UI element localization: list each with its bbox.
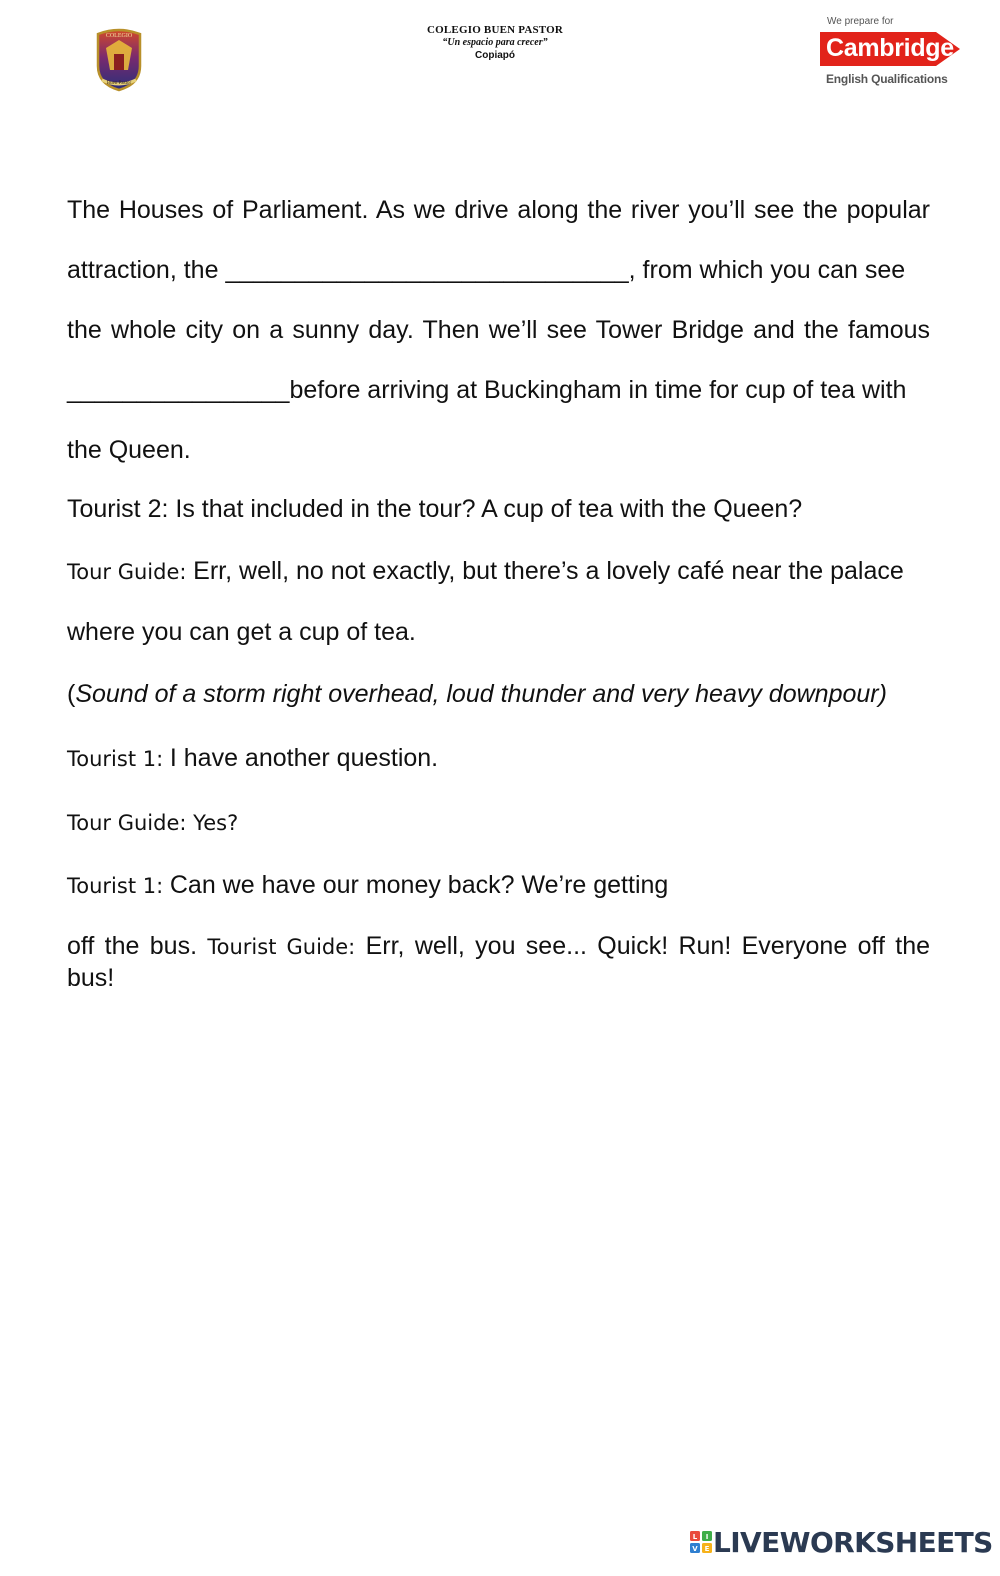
speaker-colon: : xyxy=(156,874,170,898)
dialogue-tourist2 xyxy=(67,494,802,524)
cambridge-subtitle: English Qualifications xyxy=(826,72,948,86)
cambridge-brand: Cambridge xyxy=(826,34,954,62)
speaker-colon: : xyxy=(348,935,356,959)
liveworksheets-grid-icon xyxy=(689,1530,713,1554)
dialogue-text: Yes? xyxy=(193,811,239,835)
passage-text: before arriving at Buckingham in time for cup of tea with xyxy=(289,376,907,404)
blank-landmark-2[interactable]: ________________ xyxy=(67,376,290,404)
dialogue-text: where you can get a cup of tea. xyxy=(67,618,416,646)
dialogue-text: Err, well, you see... Quick! Run! Everyone off the xyxy=(365,932,931,960)
dialogue-final-end xyxy=(67,963,114,993)
speaker-colon: : xyxy=(156,747,170,771)
dialogue-guide-1 xyxy=(67,556,904,587)
passage-line-5 xyxy=(67,435,191,465)
school-crest xyxy=(94,26,144,92)
dialogue-tourist1-2 xyxy=(67,870,668,901)
stage-direction-text: Sound of a storm right overhead, loud thunder and very heavy downpour) xyxy=(75,680,887,708)
passage-line-3 xyxy=(67,315,930,345)
school-name: COLEGIO BUEN PASTOR xyxy=(426,24,564,36)
passage-line-4 xyxy=(67,375,906,405)
dialogue-text: bus! xyxy=(67,964,115,992)
speaker-colon: : xyxy=(179,811,194,835)
dialogue-final xyxy=(67,931,930,962)
dialogue-tourist1-1 xyxy=(67,743,438,774)
dialogue-guide-1b xyxy=(67,617,416,647)
school-motto: “Un espacio para crecer” xyxy=(442,37,548,48)
speaker-label: Tourist 1 xyxy=(67,874,157,898)
liveworksheets-logo[interactable] xyxy=(689,1526,993,1562)
speaker-colon: : xyxy=(179,560,194,584)
passage-text: the whole city on a sunny day. Then we’ll see Tower Bridge and the famous xyxy=(67,316,930,344)
passage-text: the Queen. xyxy=(67,436,191,464)
blank-landmark-1[interactable]: _____________________________ xyxy=(225,256,629,284)
svg-text:I: I xyxy=(705,1533,709,1541)
passage-text: The Houses of Parliament. As we drive along the river you’ll see the popular xyxy=(67,196,930,224)
dialogue-text: Err, well, no not exactly, but there’s a lovely café near the palace xyxy=(193,557,904,585)
passage-text: attraction, the xyxy=(67,256,226,284)
svg-text:L: L xyxy=(692,1533,698,1541)
svg-text:V: V xyxy=(692,1545,698,1553)
stage-paren: ( xyxy=(67,680,76,708)
crest-bottom-text: Buen Pastor xyxy=(106,81,132,86)
dialogue-text: Tourist 2: Is that included in the tour? A cup of tea with the Queen? xyxy=(67,495,803,523)
dialogue-guide-2 xyxy=(67,807,238,838)
speaker-label: Tourist Guide xyxy=(207,935,349,959)
liveworksheets-brand: LIVEWORKSHEETS xyxy=(713,1526,993,1559)
cambridge-logo xyxy=(820,14,970,94)
dialogue-text: Can we have our money back? We’re getting xyxy=(169,871,669,899)
school-city: Copiapó xyxy=(475,50,515,61)
cambridge-tagline: We prepare for xyxy=(827,16,894,27)
speaker-label: Tour Guide xyxy=(67,811,180,835)
school-info xyxy=(395,24,595,63)
speaker-label: Tour Guide xyxy=(67,560,180,584)
dialogue-text: I have another question. xyxy=(169,744,439,772)
passage-line-1 xyxy=(67,195,930,225)
crest-top-text: COLEGIO xyxy=(105,33,133,39)
passage-text: , from which you can see xyxy=(628,256,906,284)
svg-text:E: E xyxy=(704,1545,710,1553)
stage-direction xyxy=(67,679,887,709)
speaker-label: Tourist 1 xyxy=(67,747,157,771)
passage-line-2 xyxy=(67,255,905,285)
dialogue-text: off the bus. xyxy=(67,932,198,960)
